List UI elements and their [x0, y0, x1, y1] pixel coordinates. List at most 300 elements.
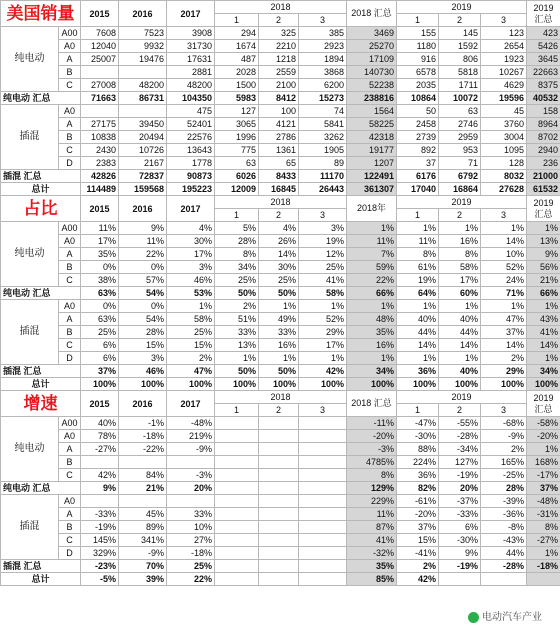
- cell-value: 71: [439, 157, 481, 170]
- cell-value: 145%: [81, 534, 119, 547]
- month-header: 1: [397, 209, 439, 222]
- cell-value: 43%: [527, 313, 560, 326]
- year-header: 2015: [81, 391, 119, 417]
- cell-value: 2940: [527, 144, 560, 157]
- cell-value: 25007: [81, 53, 119, 66]
- month-header: 3: [299, 404, 347, 417]
- cell-value: -20%: [347, 430, 397, 443]
- cell-value: 35%: [347, 326, 397, 339]
- cell-value: [259, 495, 299, 508]
- grand-total-value: 100%: [439, 378, 481, 391]
- segment-label: D: [59, 352, 81, 365]
- cell-value: 1%: [167, 300, 215, 313]
- group-label: 插混: [1, 495, 59, 560]
- cell-value: 4629: [481, 79, 527, 92]
- cell-value: 25270: [347, 40, 397, 53]
- cell-value: 1996: [215, 131, 259, 144]
- cell-value: 1500: [215, 79, 259, 92]
- year-header: 2016: [119, 1, 167, 27]
- month-header: 3: [299, 209, 347, 222]
- cell-value: 1%: [215, 352, 259, 365]
- cell-value: 229%: [347, 495, 397, 508]
- cell-value: 45: [481, 105, 527, 118]
- total-value: 5983: [215, 92, 259, 105]
- total-value: [299, 482, 347, 495]
- cell-value: 2167: [119, 157, 167, 170]
- group-label: 纯电动: [1, 417, 59, 482]
- grand-total-value: [481, 573, 527, 586]
- cell-value: 1%: [527, 443, 560, 456]
- cell-value: 24%: [481, 274, 527, 287]
- table-row: [1, 508, 560, 521]
- cell-value: -39%: [481, 495, 527, 508]
- year-total-header: 2018 汇总: [347, 391, 397, 417]
- cell-value: 87%: [347, 521, 397, 534]
- cell-value: 29%: [299, 326, 347, 339]
- cell-value: 2458: [397, 118, 439, 131]
- grand-total-value: 100%: [527, 378, 560, 391]
- group-total-label: 插混 汇总: [1, 170, 81, 183]
- cell-value: 1%: [397, 300, 439, 313]
- cell-value: 22576: [167, 131, 215, 144]
- cell-value: 30%: [259, 261, 299, 274]
- total-value: 28%: [481, 482, 527, 495]
- cell-value: 19476: [119, 53, 167, 66]
- cell-value: -9%: [119, 547, 167, 560]
- year-total-header: 2019 汇总: [527, 1, 560, 27]
- cell-value: 3%: [299, 222, 347, 235]
- month-header: 1: [397, 404, 439, 417]
- total-value: 6026: [215, 170, 259, 183]
- cell-value: 2746: [439, 118, 481, 131]
- cell-value: 3868: [299, 66, 347, 79]
- grand-total-value: 100%: [215, 378, 259, 391]
- total-value: 10864: [397, 92, 439, 105]
- cell-value: [119, 495, 167, 508]
- month-header: 1: [215, 14, 259, 27]
- cell-value: 8964: [527, 118, 560, 131]
- grand-total-row: [1, 378, 560, 391]
- total-value: 8433: [259, 170, 299, 183]
- total-value: 42826: [81, 170, 119, 183]
- grand-total-value: 100%: [481, 378, 527, 391]
- cell-value: 1894: [299, 53, 347, 66]
- cell-value: 16%: [259, 339, 299, 352]
- segment-label: A0: [59, 40, 81, 53]
- grand-total-value: [215, 573, 259, 586]
- cell-value: 33%: [215, 326, 259, 339]
- total-value: 129%: [347, 482, 397, 495]
- cell-value: [299, 456, 347, 469]
- cell-value: 17%: [167, 248, 215, 261]
- cell-value: 0%: [119, 261, 167, 274]
- cell-value: 47%: [481, 313, 527, 326]
- cell-value: [299, 534, 347, 547]
- cell-value: -8%: [481, 521, 527, 534]
- cell-value: 9932: [119, 40, 167, 53]
- cell-value: 2739: [397, 131, 439, 144]
- cell-value: [215, 443, 259, 456]
- watermark-text: 电动汽车产业: [482, 612, 542, 623]
- grand-total-label: 总计: [1, 573, 81, 586]
- year-header: 2019: [397, 1, 527, 14]
- cell-value: 6%: [81, 352, 119, 365]
- total-value: 58%: [299, 287, 347, 300]
- total-value: -19%: [439, 560, 481, 573]
- cell-value: 1905: [299, 144, 347, 157]
- cell-value: 8%: [215, 248, 259, 261]
- total-value: 53%: [167, 287, 215, 300]
- total-value: 20%: [167, 482, 215, 495]
- total-value: 50%: [259, 365, 299, 378]
- year-header: 2019: [397, 196, 527, 209]
- cell-value: 7%: [347, 248, 397, 261]
- grand-total-value: 16845: [259, 183, 299, 196]
- year-header: 2017: [167, 196, 215, 222]
- segment-label: C: [59, 144, 81, 157]
- cell-value: 5818: [439, 66, 481, 79]
- month-header: 3: [481, 404, 527, 417]
- cell-value: [299, 469, 347, 482]
- table-row: [1, 118, 560, 131]
- cell-value: 224%: [397, 456, 439, 469]
- cell-value: 11%: [119, 235, 167, 248]
- cell-value: [299, 443, 347, 456]
- year-header: 2019: [397, 391, 527, 404]
- cell-value: 14%: [439, 339, 481, 352]
- cell-value: 1%: [397, 352, 439, 365]
- total-value: 66%: [527, 287, 560, 300]
- cell-value: 2%: [481, 443, 527, 456]
- year-total-header: 2018 汇总: [347, 1, 397, 27]
- year-total-header: 2018年: [347, 196, 397, 222]
- cell-value: 5%: [215, 222, 259, 235]
- total-value: 21000: [527, 170, 560, 183]
- segment-label: A00: [59, 27, 81, 40]
- year-header: 2016: [119, 196, 167, 222]
- cell-value: [215, 469, 259, 482]
- cell-value: 84%: [119, 469, 167, 482]
- table-row: [1, 105, 560, 118]
- cell-value: [119, 66, 167, 79]
- segment-label: B: [59, 261, 81, 274]
- month-header: 2: [439, 209, 481, 222]
- grand-total-row: [1, 183, 560, 196]
- cell-value: 100: [259, 105, 299, 118]
- total-value: 54%: [119, 287, 167, 300]
- cell-value: 48%: [347, 313, 397, 326]
- cell-value: 15%: [167, 339, 215, 352]
- group-total-row: [1, 482, 560, 495]
- total-value: 37%: [81, 365, 119, 378]
- cell-value: 59%: [347, 261, 397, 274]
- total-value: 50%: [215, 287, 259, 300]
- cell-value: 12%: [299, 248, 347, 261]
- cell-value: [215, 508, 259, 521]
- segment-label: C: [59, 534, 81, 547]
- cell-value: 1095: [481, 144, 527, 157]
- grand-total-value: 100%: [167, 378, 215, 391]
- cell-value: 1%: [347, 352, 397, 365]
- cell-value: 3%: [119, 352, 167, 365]
- total-value: [259, 482, 299, 495]
- cell-value: [215, 534, 259, 547]
- cell-value: 37%: [481, 326, 527, 339]
- total-value: 21%: [119, 482, 167, 495]
- cell-value: 56%: [527, 261, 560, 274]
- cell-value: 0%: [81, 300, 119, 313]
- cell-value: -18%: [167, 547, 215, 560]
- cell-value: 19177: [347, 144, 397, 157]
- cell-value: 54%: [119, 313, 167, 326]
- table-row: [1, 27, 560, 40]
- month-header: 3: [299, 14, 347, 27]
- table-row: [1, 300, 560, 313]
- cell-value: 1%: [439, 352, 481, 365]
- total-value: 86731: [119, 92, 167, 105]
- grand-total-label: 总计: [1, 378, 81, 391]
- segment-label: D: [59, 547, 81, 560]
- cell-value: 3004: [481, 131, 527, 144]
- month-header: 1: [215, 209, 259, 222]
- cell-value: 8%: [397, 248, 439, 261]
- cell-value: 8%: [527, 521, 560, 534]
- section-header-row: [1, 391, 560, 404]
- cell-value: 51%: [215, 313, 259, 326]
- segment-label: A: [59, 118, 81, 131]
- total-value: 29%: [481, 365, 527, 378]
- cell-value: -34%: [439, 443, 481, 456]
- cell-value: -27%: [81, 443, 119, 456]
- cell-value: [299, 417, 347, 430]
- cell-value: 34%: [215, 261, 259, 274]
- cell-value: 423: [527, 27, 560, 40]
- segment-label: A0: [59, 495, 81, 508]
- grand-total-value: 22%: [167, 573, 215, 586]
- cell-value: -30%: [397, 430, 439, 443]
- table-row: [1, 66, 560, 79]
- year-header: 2018: [215, 196, 347, 209]
- month-header: 2: [439, 404, 481, 417]
- cell-value: 15%: [397, 534, 439, 547]
- cell-value: 50: [397, 105, 439, 118]
- total-value: 238816: [347, 92, 397, 105]
- cell-value: 16%: [439, 235, 481, 248]
- cell-value: 2100: [259, 79, 299, 92]
- table-row: [1, 339, 560, 352]
- cell-value: 341%: [119, 534, 167, 547]
- total-value: 40%: [439, 365, 481, 378]
- grand-total-value: 100%: [81, 378, 119, 391]
- cell-value: 88%: [397, 443, 439, 456]
- total-value: 104350: [167, 92, 215, 105]
- cell-value: 63: [215, 157, 259, 170]
- total-value: 72837: [119, 170, 167, 183]
- total-value: 71663: [81, 92, 119, 105]
- cell-value: 38%: [81, 274, 119, 287]
- cell-value: 775: [215, 144, 259, 157]
- segment-label: A: [59, 248, 81, 261]
- cell-value: 10726: [119, 144, 167, 157]
- cell-value: 8%: [347, 469, 397, 482]
- cell-value: 63%: [81, 313, 119, 326]
- cell-value: 48200: [119, 79, 167, 92]
- year-header: 2016: [119, 391, 167, 417]
- cell-value: [81, 495, 119, 508]
- cell-value: 294: [215, 27, 259, 40]
- cell-value: 13643: [167, 144, 215, 157]
- cell-value: 2%: [167, 352, 215, 365]
- cell-value: 9%: [527, 248, 560, 261]
- total-value: 64%: [397, 287, 439, 300]
- segment-label: B: [59, 66, 81, 79]
- cell-value: [259, 417, 299, 430]
- cell-value: 52%: [481, 261, 527, 274]
- cell-value: 61%: [397, 261, 439, 274]
- month-header: 2: [259, 14, 299, 27]
- cell-value: 806: [439, 53, 481, 66]
- grand-total-value: [527, 573, 560, 586]
- cell-value: 0%: [119, 300, 167, 313]
- year-header: 2015: [81, 1, 119, 27]
- cell-value: 2383: [81, 157, 119, 170]
- grand-total-value: 85%: [347, 573, 397, 586]
- cell-value: 2028: [215, 66, 259, 79]
- cell-value: 17%: [299, 339, 347, 352]
- cell-value: 2035: [397, 79, 439, 92]
- cell-value: 26%: [259, 235, 299, 248]
- grand-total-value: 100%: [119, 378, 167, 391]
- cell-value: [259, 456, 299, 469]
- segment-label: A00: [59, 222, 81, 235]
- cell-value: 57%: [119, 274, 167, 287]
- segment-label: C: [59, 339, 81, 352]
- watermark: [464, 607, 546, 624]
- cell-value: 22663: [527, 66, 560, 79]
- cell-value: 2559: [259, 66, 299, 79]
- cell-value: -20%: [527, 430, 560, 443]
- cell-value: 31730: [167, 40, 215, 53]
- cell-value: 892: [397, 144, 439, 157]
- cell-value: 28%: [215, 235, 259, 248]
- cell-value: 46%: [167, 274, 215, 287]
- cell-value: 25%: [81, 326, 119, 339]
- total-value: -18%: [527, 560, 560, 573]
- cell-value: 140730: [347, 66, 397, 79]
- cell-value: 10267: [481, 66, 527, 79]
- cell-value: 27%: [167, 534, 215, 547]
- grand-total-value: 26443: [299, 183, 347, 196]
- cell-value: -68%: [481, 417, 527, 430]
- cell-value: 13%: [527, 235, 560, 248]
- cell-value: -3%: [347, 443, 397, 456]
- cell-value: 41%: [347, 534, 397, 547]
- cell-value: 19%: [397, 274, 439, 287]
- total-value: 66%: [347, 287, 397, 300]
- cell-value: 5426: [527, 40, 560, 53]
- cell-value: 7523: [119, 27, 167, 40]
- grand-total-value: 114489: [81, 183, 119, 196]
- cell-value: 1%: [439, 300, 481, 313]
- cell-value: 2%: [215, 300, 259, 313]
- group-total-label: 插混 汇总: [1, 560, 81, 573]
- grand-total-value: [259, 573, 299, 586]
- cell-value: 1778: [167, 157, 215, 170]
- cell-value: 52401: [167, 118, 215, 131]
- cell-value: 1%: [527, 352, 560, 365]
- cell-value: 1674: [215, 40, 259, 53]
- grand-total-value: 100%: [397, 378, 439, 391]
- year-total-header: 2019 汇总: [527, 196, 560, 222]
- total-value: 82%: [397, 482, 439, 495]
- cell-value: 7608: [81, 27, 119, 40]
- cell-value: 17%: [439, 274, 481, 287]
- cell-value: 4121: [259, 118, 299, 131]
- cell-value: 6200: [299, 79, 347, 92]
- cell-value: [81, 456, 119, 469]
- group-label: 插混: [1, 105, 59, 170]
- table-row: [1, 131, 560, 144]
- cell-value: [259, 443, 299, 456]
- total-value: 46%: [119, 365, 167, 378]
- month-header: 2: [259, 404, 299, 417]
- cell-value: 3469: [347, 27, 397, 40]
- cell-value: [215, 456, 259, 469]
- total-value: 34%: [347, 365, 397, 378]
- total-value: 40532: [527, 92, 560, 105]
- cell-value: -55%: [439, 417, 481, 430]
- cell-value: -9%: [481, 430, 527, 443]
- total-value: 50%: [215, 365, 259, 378]
- table-row: [1, 443, 560, 456]
- cell-value: 1%: [299, 352, 347, 365]
- wechat-icon: [468, 612, 479, 623]
- segment-label: A: [59, 53, 81, 66]
- cell-value: 1592: [439, 40, 481, 53]
- grand-total-value: 27628: [481, 183, 527, 196]
- grand-total-value: [299, 573, 347, 586]
- grand-total-row: [1, 573, 560, 586]
- cell-value: [81, 66, 119, 79]
- cell-value: [299, 508, 347, 521]
- cell-value: -61%: [397, 495, 439, 508]
- total-value: 20%: [439, 482, 481, 495]
- total-value: 15273: [299, 92, 347, 105]
- group-total-label: 纯电动 汇总: [1, 482, 81, 495]
- cell-value: -31%: [527, 508, 560, 521]
- cell-value: 1564: [347, 105, 397, 118]
- cell-value: 35%: [81, 248, 119, 261]
- cell-value: 1%: [527, 222, 560, 235]
- grand-total-value: 17040: [397, 183, 439, 196]
- group-total-label: 插混 汇总: [1, 365, 81, 378]
- cell-value: [215, 547, 259, 560]
- month-header: 3: [481, 209, 527, 222]
- total-value: [215, 560, 259, 573]
- grand-total-value: 159568: [119, 183, 167, 196]
- year-header: 2017: [167, 1, 215, 27]
- cell-value: 127: [215, 105, 259, 118]
- total-value: 19596: [481, 92, 527, 105]
- cell-value: -47%: [397, 417, 439, 430]
- cell-value: 6%: [439, 521, 481, 534]
- table-row: [1, 235, 560, 248]
- grand-total-value: 195223: [167, 183, 215, 196]
- cell-value: [119, 105, 167, 118]
- total-value: 11170: [299, 170, 347, 183]
- section-header-row: [1, 1, 560, 14]
- table-row: [1, 469, 560, 482]
